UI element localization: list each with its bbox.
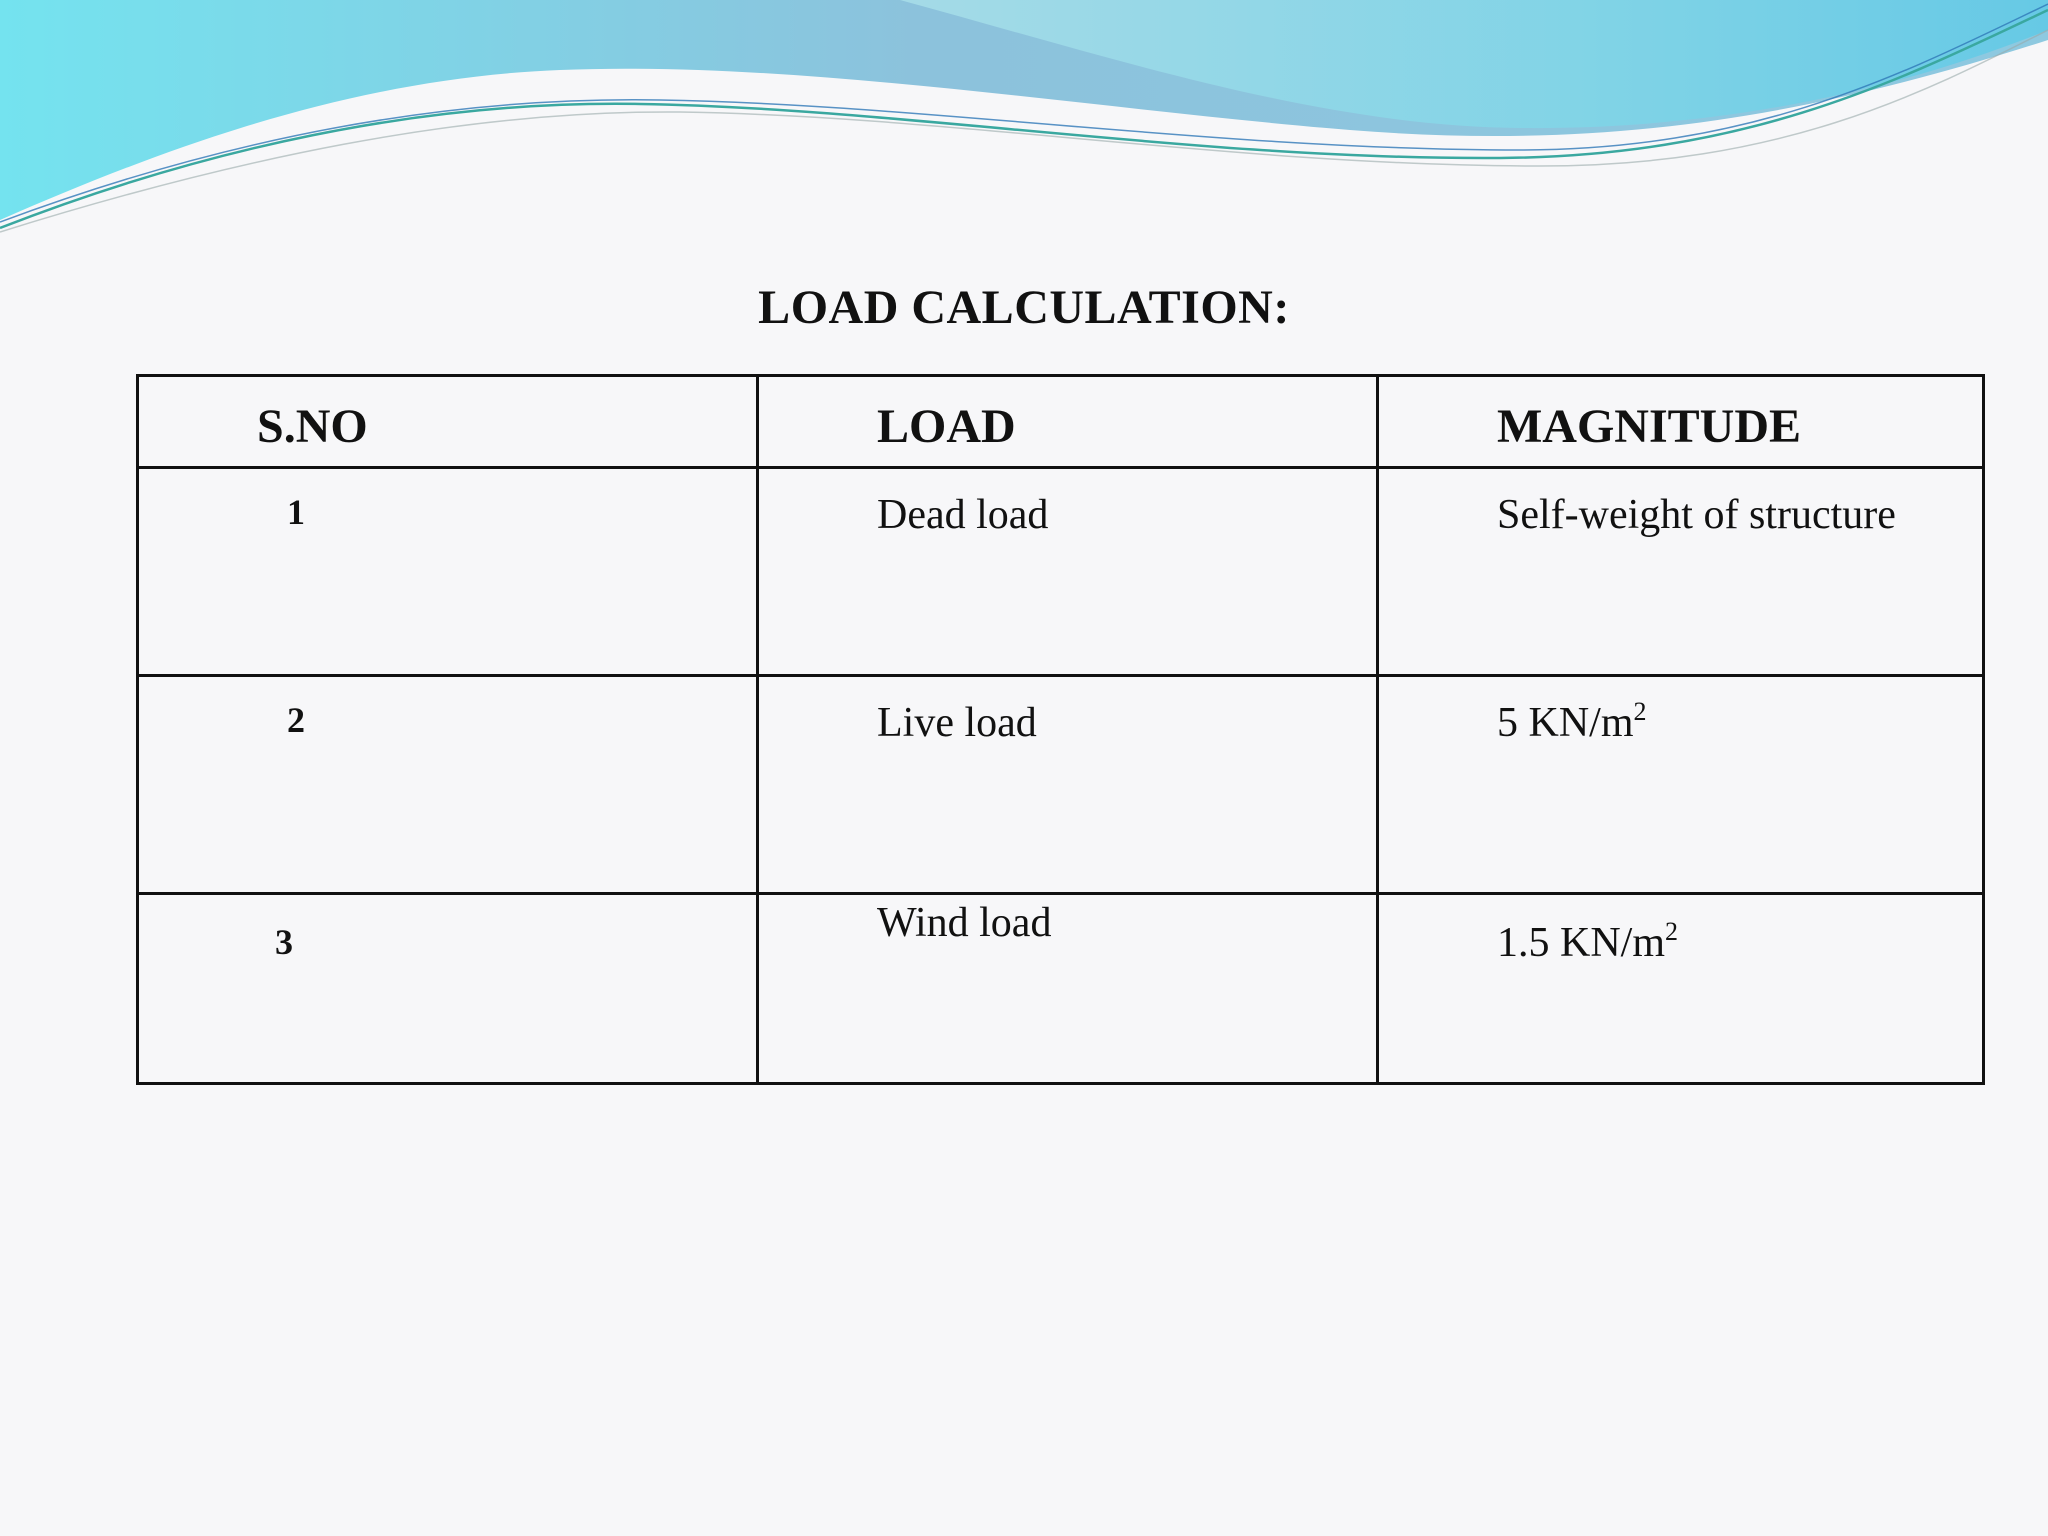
magnitude-superscript: 2 — [1633, 697, 1647, 726]
header-magnitude: MAGNITUDE — [1378, 376, 1984, 468]
row-sno: 2 — [138, 676, 758, 894]
row-load: Dead load — [758, 468, 1378, 676]
row-magnitude — [1378, 468, 1984, 676]
header-wave-decoration — [0, 0, 2048, 240]
table-row — [138, 676, 1984, 894]
row-load: Wind load — [758, 894, 1378, 1084]
row-magnitude — [1378, 676, 1984, 894]
header-sno: S.NO — [138, 376, 758, 468]
slide-title: LOAD CALCULATION: — [758, 281, 1290, 334]
table-header-row — [138, 376, 1984, 468]
header-load: LOAD — [758, 376, 1378, 468]
row-sno: 3 — [138, 894, 758, 1084]
row-sno: 1 — [138, 468, 758, 676]
magnitude-text: 1.5 KN/m — [1497, 920, 1665, 966]
magnitude-text: 5 KN/m — [1497, 700, 1634, 746]
load-calculation-table — [136, 374, 1985, 1085]
row-magnitude — [1378, 894, 1984, 1084]
table-row — [138, 894, 1984, 1084]
row-load: Live load — [758, 676, 1378, 894]
table-row — [138, 468, 1984, 676]
magnitude-superscript: 2 — [1665, 917, 1678, 946]
magnitude-text: Self-weight of structure — [1497, 492, 1896, 538]
